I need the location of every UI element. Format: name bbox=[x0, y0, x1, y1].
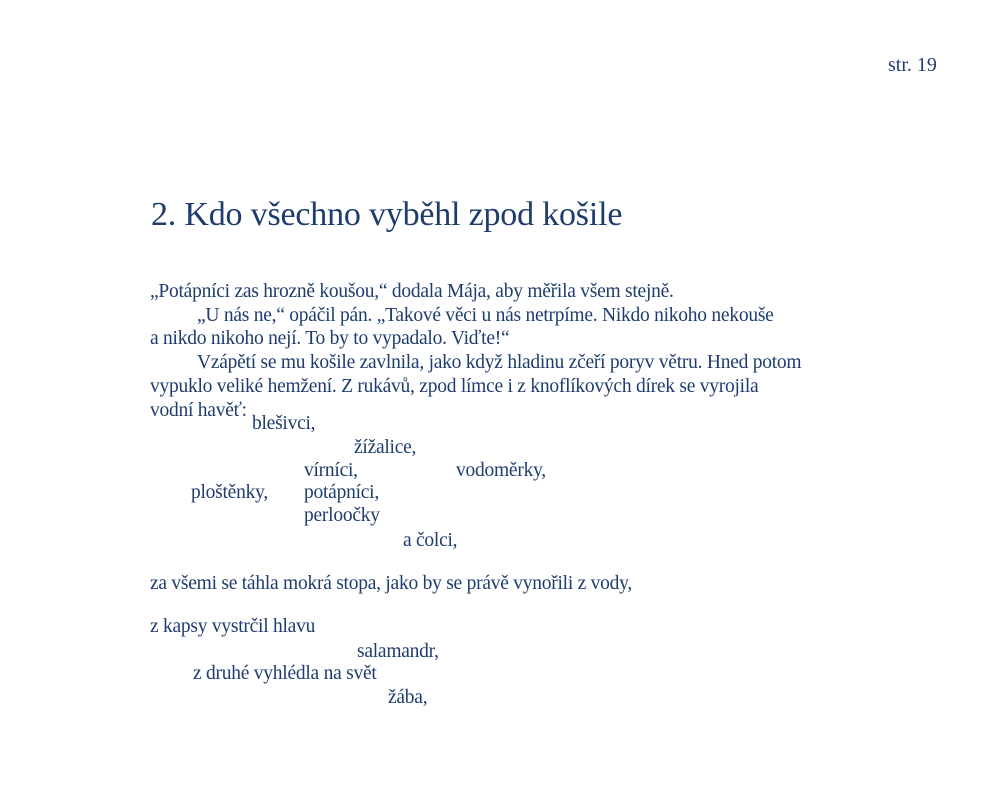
closing-line-salamandr: salamandr, bbox=[357, 641, 439, 662]
creature-word-plostenky: ploštěnky, bbox=[191, 482, 268, 503]
body-line: „Potápníci zas hrozně koušou,“ dodala Mája, aby měřila všem stejně. bbox=[150, 281, 674, 302]
body-line: „U nás ne,“ opáčil pán. „Takové věci u nás netrpíme. Nikdo nikoho nekouše bbox=[197, 304, 774, 326]
closing-line-zaba: žába, bbox=[388, 687, 428, 708]
creature-word-vodomerky: vodoměrky, bbox=[456, 460, 546, 481]
body-line: Vzápětí se mu košile zavlnila, jako když hladinu zčeří poryv větru. Hned potom bbox=[197, 352, 802, 374]
body-line: vypuklo veliké hemžení. Z rukávů, zpod límce i z knoflíkových dírek se vyrojila bbox=[150, 375, 759, 397]
closing-line: z druhé vyhlédla na svět bbox=[193, 663, 377, 684]
creature-word-perloocky: perloočky bbox=[304, 505, 380, 526]
body-line: a nikdo nikoho nejí. To by to vypadalo. Viďte!“ bbox=[150, 328, 510, 350]
creature-word-virnici: vírníci, bbox=[304, 460, 358, 481]
page-number: str. 19 bbox=[888, 54, 937, 76]
wet-sleeve-illustration bbox=[535, 443, 1000, 735]
body-line: vodní havěť: bbox=[150, 399, 247, 421]
creature-word-blesivci: blešivci, bbox=[252, 413, 316, 434]
closing-line: z kapsy vystrčil hlavu bbox=[150, 616, 316, 637]
closing-line: za všemi se táhla mokrá stopa, jako by se právě vynořili z vody, bbox=[150, 573, 633, 594]
creature-word-potapnici: potápníci, bbox=[304, 482, 379, 503]
body-text bbox=[150, 280, 801, 422]
creature-word-zizalice: žížalice, bbox=[354, 437, 417, 458]
creature-word-colci: a čolci, bbox=[403, 530, 458, 551]
chapter-heading: 2. Kdo všechno vyběhl zpod košile bbox=[151, 196, 623, 233]
